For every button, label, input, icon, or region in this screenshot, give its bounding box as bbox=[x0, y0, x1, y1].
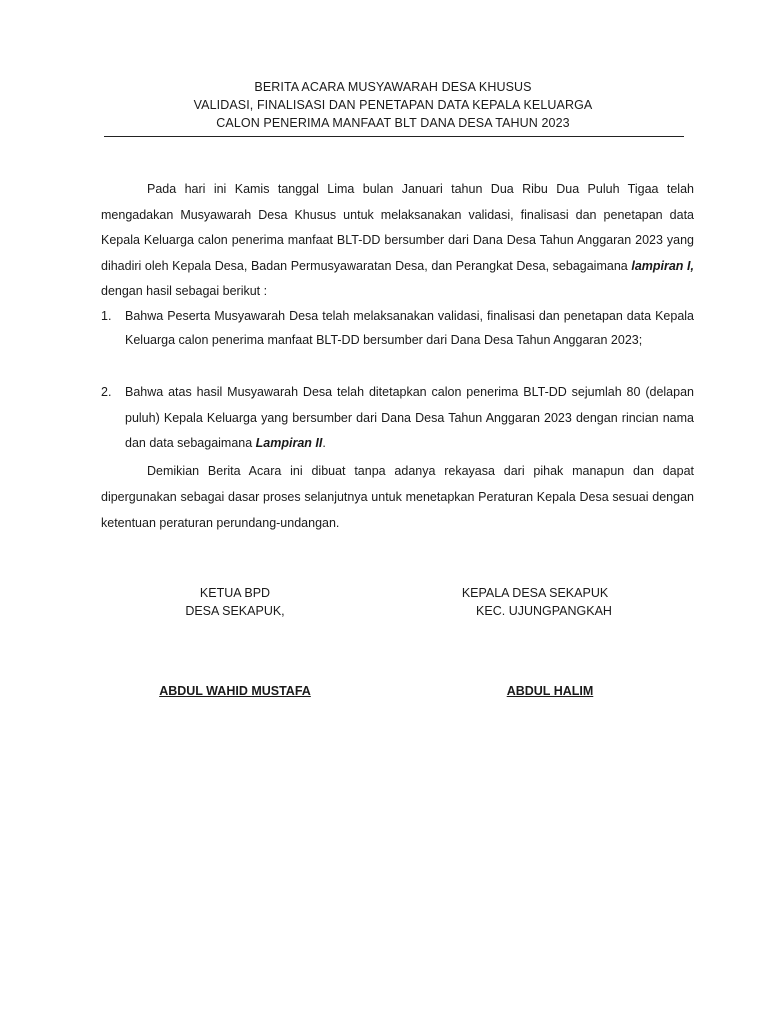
signatory-name-bpd: ABDUL WAHID MUSTAFA bbox=[159, 684, 311, 698]
title-line-1: BERITA ACARA MUSYAWARAH DESA KHUSUS bbox=[254, 80, 532, 94]
signatory-title: KEPALA DESA SEKAPUK bbox=[461, 586, 609, 600]
document-title bbox=[100, 78, 686, 132]
list-number: 1. bbox=[101, 309, 112, 323]
opening-text-end: dengan hasil sebagai berikut : bbox=[101, 284, 268, 298]
list-number: 2. bbox=[101, 385, 112, 399]
title-line-2: VALIDASI, FINALISASI DAN PENETAPAN DATA KEPALA KELUARGA bbox=[193, 98, 593, 112]
signature-block-bpd bbox=[130, 584, 340, 620]
title-divider bbox=[104, 136, 684, 137]
lampiran-reference: Lampiran II bbox=[255, 436, 323, 450]
signatory-name-kepala-desa: ABDUL HALIM bbox=[506, 684, 594, 698]
signatory-subtitle: DESA SEKAPUK, bbox=[185, 604, 285, 618]
opening-text: Pada hari ini Kamis tanggal Lima bulan Januari tahun Dua Ribu Dua Puluh Tigaa telah mengadakan Musyawarah Desa Khusus untuk melaksanakan validasi, finalisasi dan penetapan data Kepala Keluarga calon penerima manfaat BLT-DD bersumber dari Dana Desa Tahun Anggaran 2023 yang dihadiri oleh Kepala Desa, Badan Permusyawaratan Desa, dan Perangkat Desa, sebagaimana bbox=[101, 182, 694, 273]
list-text bbox=[125, 380, 694, 457]
closing-paragraph bbox=[101, 458, 694, 536]
lampiran-reference: lampiran I, bbox=[631, 258, 695, 273]
list-text-body: Bahwa atas hasil Musyawarah Desa telah ditetapkan calon penerima BLT-DD sejumlah 80 (delapan puluh) Kepala Keluarga yang bersumber dari Dana Desa Tahun Anggaran 2023 dengan rincian nama dan data sebagaimana bbox=[125, 385, 694, 450]
signatory-title: KETUA BPD bbox=[199, 586, 271, 600]
signatory-subtitle: KEC. UJUNGPANGKAH bbox=[476, 604, 612, 618]
title-line-3: CALON PENERIMA MANFAAT BLT DANA DESA TAHUN 2023 bbox=[216, 116, 570, 130]
list-text-end: . bbox=[322, 436, 326, 450]
closing-text: Demikian Berita Acara ini dibuat tanpa adanya rekayasa dari pihak manapun dan dapat dipergunakan sebagai dasar proses selanjutnya untuk menetapkan Peraturan Kepala Desa sesuai dengan ketentuan peraturan perundang-undangan. bbox=[101, 464, 694, 530]
opening-paragraph bbox=[101, 177, 694, 305]
list-text: Bahwa Peserta Musyawarah Desa telah melaksanakan validasi, finalisasi dan penetapan data Kepala Keluarga calon penerima manfaat BLT-DD bersumber dari Dana Desa Tahun Anggaran 2023; bbox=[125, 309, 694, 347]
signature-block-kepala-desa bbox=[420, 584, 650, 620]
